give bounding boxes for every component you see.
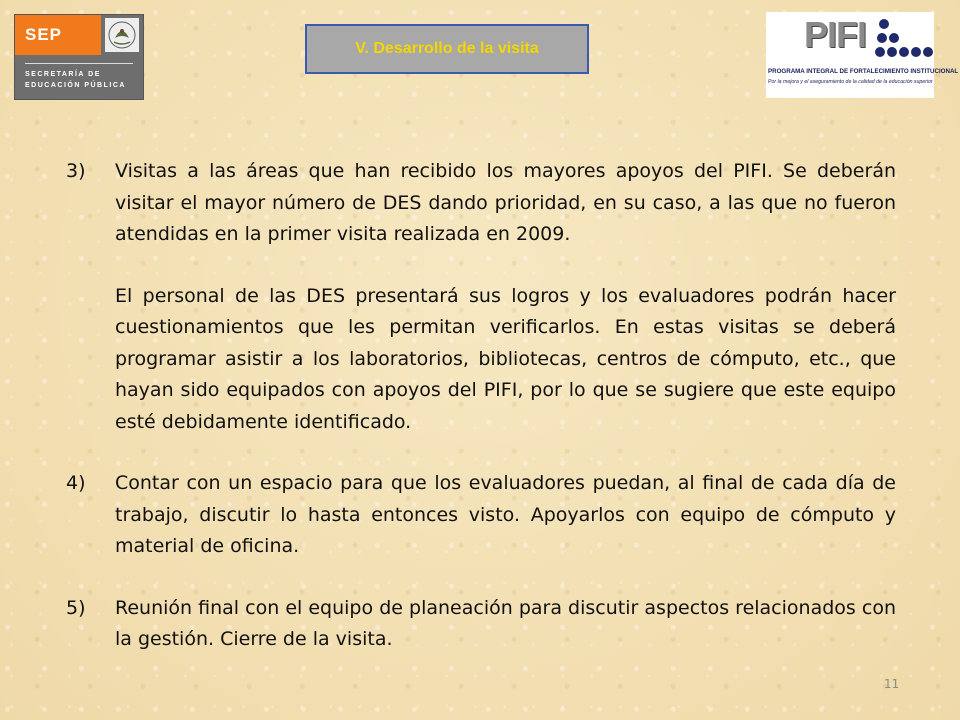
pifi-logo-subtitle: PROGRAMA INTEGRAL DE FORTALECIMIENTO INSTITUCIONAL [768, 68, 959, 75]
paragraph: Reunión final con el equipo de planeación para discutir aspectos relacionados con la gestión. Cierre de la visita. [115, 596, 896, 650]
paragraph: Contar con un espacio para que los evaluadores puedan, al final de cada día de trabajo, discutir lo hasta entonces visto. Apoyarlos con equipo de cómputo y material de oficina. [115, 472, 896, 557]
sep-logo [14, 14, 144, 100]
sep-logo-text: SECRETARÍA DE EDUCACIÓN PÚBLICA [25, 71, 126, 89]
pifi-logo-tagline: Por la mejora y el aseguramiento de la calidad de la educación superior [768, 79, 933, 85]
list-item [66, 468, 896, 563]
sep-divider [25, 63, 133, 64]
pifi-logo-word: PIFI [804, 14, 867, 55]
list-item-number: 3) [66, 160, 86, 182]
list-item [66, 593, 896, 656]
list-item-number: 4) [66, 472, 86, 494]
list-item-number: 5) [66, 596, 86, 619]
mexico-seal-icon [105, 18, 139, 52]
list-item-body [115, 593, 896, 656]
paragraph: Visitas a las áreas que han recibido los mayores apoyos del PIFI. Se deberán visitar el mayor número de DES dando prioridad, en su caso, a las que no fueron atendidas en la primer visita realizada en 2009. [115, 160, 896, 245]
pifi-people-icon [874, 16, 934, 66]
sep-logo-short: SEP [15, 15, 101, 55]
list-item-body [115, 156, 896, 438]
section-title-box [305, 24, 589, 74]
list-item [66, 156, 896, 438]
page-number: 11 [884, 677, 900, 691]
section-title: V. Desarrollo de la visita [355, 40, 539, 57]
paragraph: El personal de las DES presentará sus logros y los evaluadores podrán hacer cuestionamientos que les permitan verificarlos. En estas visitas se deberá programar asistir a los laboratorios, bibliotecas, centros de cómputo, etc., que hayan sido equipados con apoyos del PIFI, por lo que se sugiere que este equipo esté debidamente identificado. [115, 284, 896, 433]
list-item-body [115, 468, 896, 563]
pifi-logo [766, 12, 959, 98]
main-content [66, 156, 896, 686]
